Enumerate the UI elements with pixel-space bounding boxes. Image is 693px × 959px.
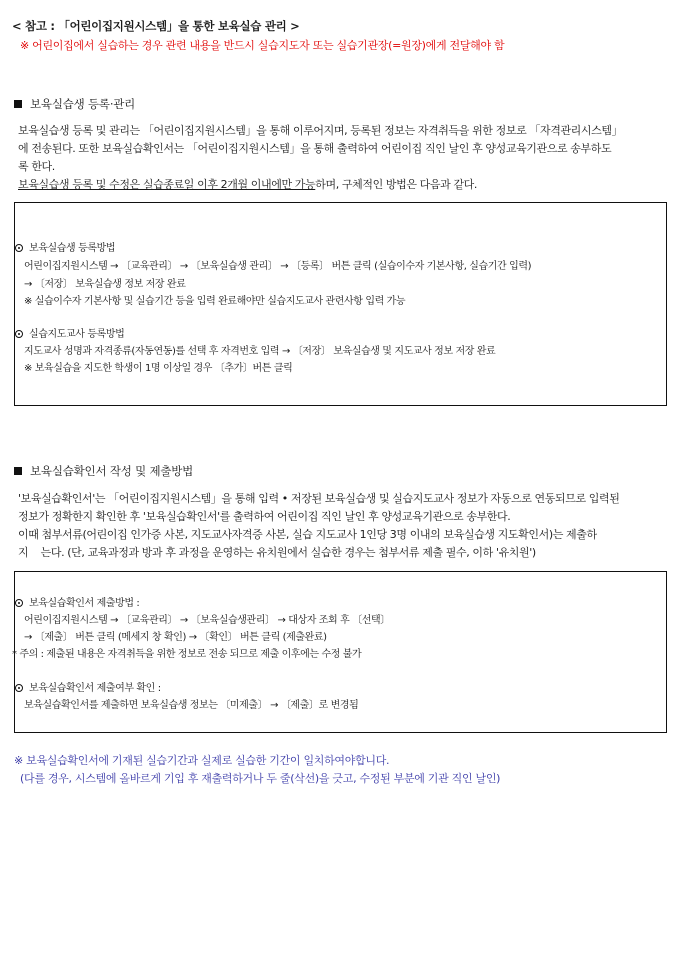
section2-line-3: 이때 첨부서류(어린이집 인가증 사본, 지도교사자격증 사본, 실습 지도교사 1인당 3명 이내의 보육실습생 지도확인서)는 제출하: [18, 528, 597, 541]
target-bullet-icon: [15, 330, 23, 338]
square-bullet-icon: [14, 100, 22, 108]
page-title: < 참고 : 「어린이집지원시스템」을 통한 보육실습 관리 >: [12, 19, 300, 33]
box2-item2-title: 보육실습확인서 제출여부 확인 :: [15, 679, 161, 694]
section1-line-3: 록 한다.: [18, 160, 55, 173]
box1-item1-line2: → 〔저장〕 보육실습생 정보 저장 완료: [24, 279, 186, 290]
section2-line-4: 지 는다. (단, 교육과정과 방과 후 과정을 운영하는 유치원에서 실습한 경우는 첨부서류 제출 필수, 이하 '유치원'): [18, 546, 536, 559]
section1-heading: [14, 96, 135, 112]
square-bullet-icon: [14, 467, 22, 475]
box1-item2-line1: 지도교사 성명과 자격종류(자동연동)를 선택 후 자격번호 입력 → 〔저장〕 보육실습생 및 지도교사 정보 저장 완료: [24, 346, 496, 357]
registration-box: [14, 202, 667, 406]
box1-item2-title: 실습지도교사 등록방법: [15, 325, 124, 340]
section2-line-1: '보육실습확인서'는 「어린이집지원시스템」을 통해 입력 • 저장된 보육실습생 및 실습지도교사 정보가 자동으로 연동되므로 입력된: [18, 492, 620, 505]
box2-item1-title: 보육실습확인서 제출방법 :: [15, 594, 139, 609]
section1-line-2: 에 전송된다. 또한 보육실습확인서는 「어린이집지원시스템」을 통해 출력하여 어린이집 직인 날인 후 양성교육기관으로 송부하도: [18, 142, 612, 155]
box1-item2-note: ※ 보육실습을 지도한 학생이 1명 이상일 경우 〔추가〕버튼 클릭: [24, 363, 293, 374]
section1-heading-text: 보육실습생 등록·관리: [30, 97, 136, 111]
target-bullet-icon: [15, 244, 23, 252]
section1-paragraph: [18, 122, 683, 194]
deadline-underline: 보육실습생 등록 및 수정은 실습종료일 이후 2개월 이내에만 가능: [18, 178, 316, 191]
footer-note-line2: (다를 경우, 시스템에 올바르게 기입 후 재출력하거나 두 줄(삭선)을 긋고, 수정된 부분에 기관 직인 날인): [20, 772, 501, 785]
box2-item1-line2: → 〔제출〕 버튼 클릭 (메세지 창 확인) → 〔확인〕 버튼 클릭 (제출완료): [24, 632, 327, 643]
section2-paragraph: [18, 490, 683, 562]
target-bullet-icon: [15, 684, 23, 692]
box1-item1-title: 보육실습생 등록방법: [15, 239, 115, 254]
box2-item2-line1: 보육실습확인서를 제출하면 보육실습생 정보는 〔미제출〕 → 〔제출〕로 변경됨: [24, 700, 359, 711]
section1-line-4-rest: 하며, 구체적인 방법은 다음과 같다.: [315, 178, 477, 191]
box2-item1-line1: 어린이집지원시스템 → 〔교육관리〕 → 〔보육실습생관리〕 → 대상자 조회 후 〔선택〕: [24, 615, 390, 626]
warning-notice: ※ 어린이집에서 실습하는 경우 관련 내용을 반드시 실습지도자 또는 실습기관장(=원장)에게 전달해야 함: [20, 39, 505, 52]
box1-item1-note: ※ 실습이수자 기본사항 및 실습기간 등을 입력 완료해야만 실습지도교사 관련사항 입력 가능: [24, 296, 406, 307]
submission-box: [14, 571, 667, 733]
section2-heading-text: 보육실습확인서 작성 및 제출방법: [30, 464, 194, 478]
footer-note-line1: ※ 보육실습확인서에 기재된 실습기간과 실제로 실습한 기간이 일치하여야합니다.: [14, 754, 390, 767]
section1-line-4: [18, 176, 683, 194]
section1-line-1: 보육실습생 등록 및 관리는 「어린이집지원시스템」을 통해 이루어지며, 등록된 정보는 자격취득을 위한 정보로 「자격관리시스템」: [18, 124, 623, 137]
target-bullet-icon: [15, 599, 23, 607]
section2-line-2: 정보가 정확한지 확인한 후 '보육실습확인서'를 출력하여 어린이집 직인 날인 후 양성교육기관으로 송부한다.: [18, 510, 511, 523]
box1-item1-line1: 어린이집지원시스템 → 〔교육관리〕 → 〔보육실습생 관리〕 → 〔등록〕 버튼 클릭 (실습이수자 기본사항, 실습기간 입력): [24, 261, 532, 272]
box2-item1-note: * 주의 : 제출된 내용은 자격취득을 위한 정보로 전송 되므로 제출 이후에는 수정 불가: [12, 649, 362, 660]
section2-heading: [14, 463, 193, 479]
